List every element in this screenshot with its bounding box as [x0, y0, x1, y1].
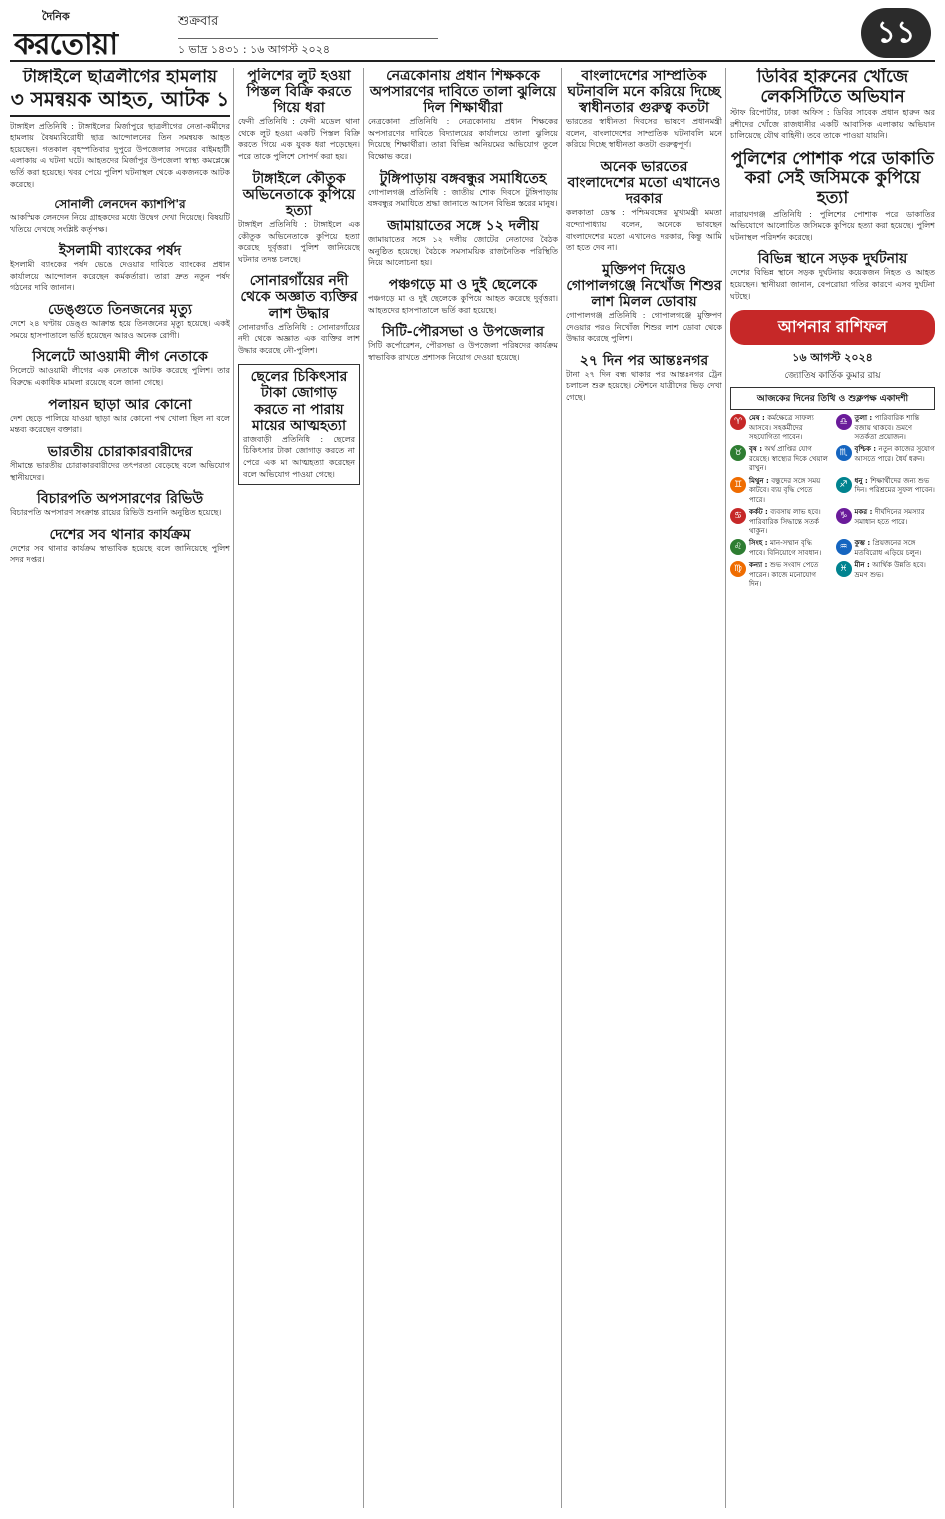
zodiac-icon: ♉ — [730, 445, 746, 461]
zodiac-text: মিথুন : বন্ধুদের সঙ্গে সময় কাটবে। ব্যয় বৃদ্ধি পেতে পারে। — [749, 476, 821, 504]
zodiac-text: তুলা : পারিবারিক শান্তি বজায় থাকবে। ভ্রমণে সতর্কতা প্রয়োজন। — [854, 414, 920, 442]
article-body: নেত্রকোনা প্রতিনিধি : নেত্রকোনায় প্রধান শিক্ষকের অপসারণের দাবিতে বিদ্যালয়ের কার্যালয়ে তালা ঝুলিয়ে দিয়েছে শিক্ষার্থীরা। তারা বিভিন্ন অনিয়মের অভিযোগ তুলে বিক্ষোভ করে। — [368, 117, 558, 162]
article-sonali[interactable] — [10, 198, 230, 235]
article-body: ভারতের স্বাধীনতা দিবসের ভাষণে প্রধানমন্ত্রী বলেন, বাংলাদেশের সাম্প্রতিক ঘটনাবলি মনে করিয়ে দিচ্ছে স্বাধীনতা কতটা গুরুত্বপূর্ণ। — [566, 117, 722, 150]
headline: পঞ্চগড়ে মা ও দুই ছেলেকে — [388, 276, 538, 293]
zodiac-sign — [730, 477, 830, 505]
newspaper-logo[interactable] — [14, 8, 164, 62]
article-body: কলকাতা ডেস্ক : পশ্চিমবঙ্গের মুখ্যমন্ত্রী মমতা বন্দ্যোপাধ্যায় বলেন, অনেকে ভাবছেন বাংলাদেশের মতো এখানেও দরকার, কিন্তু আমি তা হতে দেব না। — [566, 208, 722, 253]
headline: বাংলাদেশের সাম্প্রতিক ঘটনাবলি মনে করিয়ে দিচ্ছে স্বাধীনতার গুরুত্ব কতটা — [567, 68, 721, 117]
headline: ভারতীয় চোরাকারবারীদের — [47, 443, 193, 460]
zodiac-sign — [836, 414, 936, 442]
article-body: স্টাফ রিপোর্টার, ঢাকা অফিস : ডিবির সাবেক প্রধান হারুন অর রশীদের খোঁজে রাজধানীর একটি আবাসিক এলাকায় অভিযান চালিয়েছে যৌথ বাহিনী। তবে তাকে পাওয়া যায়নি। — [730, 108, 935, 141]
article-gopalganj-child[interactable] — [566, 262, 722, 345]
horoscope-title: আপনার রাশিফল — [730, 310, 935, 345]
headline: পুলিশের লুট হওয়া পিস্তল বিক্রি করতে গিয়ে ধরা — [246, 68, 352, 117]
column-divider — [725, 68, 726, 1508]
zodiac-icon: ♎ — [836, 414, 852, 430]
headline: পুলিশের পোশাক পরে ডাকাতি করা সেই জসিমকে কুপিয়ে হত্যা — [731, 148, 934, 208]
zodiac-text: বৃষ : অর্থ প্রাপ্তির যোগ রয়েছে। স্বাস্থ্যের দিকে খেয়াল রাখুন। — [749, 445, 828, 473]
headline: সিটি-পৌরসভা ও উপজেলার — [381, 324, 545, 341]
headline: সিলেটে আওয়ামী লীগ নেতাকে — [32, 349, 208, 366]
column-4 — [566, 68, 722, 1508]
headline: নেত্রকোনায় প্রধান শিক্ষককে অপসারণের দাবিতে তালা ঝুলিয়ে দিল শিক্ষার্থীরা — [369, 68, 557, 117]
weekday: শুক্রবার — [178, 14, 219, 29]
headline: ডিবির হারুনের খোঁজে লেকসিটিতে অভিযান — [756, 68, 909, 107]
article-body: ফেনী প্রতিনিধি : ফেনী মডেল থানা থেকে লুট হওয়া একটি পিস্তল বিক্রি করতে গিয়ে এক যুবক ধরা পড়েছেন। পরে তাকে পুলিশে সোপর্দ করা হয়। — [238, 117, 360, 162]
article-dengue[interactable] — [10, 302, 230, 341]
logo-big-text: করতোয়া — [14, 27, 118, 62]
zodiac-name: কুম্ভ : — [854, 539, 873, 548]
article-body: সোনারগাঁও প্রতিনিধি : সোনারগাঁয়ের নদী থেকে অজ্ঞাত এক ব্যক্তির লাশ উদ্ধার করেছে নৌ-পুলিশ। — [238, 322, 360, 355]
zodiac-icon: ♋ — [730, 508, 746, 524]
zodiac-text: কুম্ভ : প্রিয়জনের সঙ্গে মতবিরোধ এড়িয়ে চলুন। — [854, 539, 922, 557]
zodiac-name: বৃশ্চিক : — [854, 445, 879, 454]
article-body: দেশের বিভিন্ন স্থানে সড়ক দুর্ঘটনায় কয়েকজন নিহত ও আহত হয়েছেন। স্থানীয়রা জানান, বেপরোয়া গতির কারণে এসব দুর্ঘটনা ঘটছে। — [730, 268, 935, 301]
zodiac-icon: ♓ — [836, 561, 852, 577]
article-body: রাজবাড়ী প্রতিনিধি : ছেলের চিকিৎসার টাকা জোগাড় করতে না পেরে এক মা আত্মহত্যা করেছেন বলে অভিযোগ পাওয়া গেছে। — [243, 434, 355, 479]
headline: টাঙ্গাইলে কৌতুক অভিনেতাকে কুপিয়ে হত্যা — [242, 170, 356, 219]
article-tangail-attack[interactable] — [10, 68, 230, 190]
article-body: টাঙ্গাইল প্রতিনিধি : টাঙ্গাইলের মির্জাপুরে ছাত্রলীগের নেতা-কর্মীদের হামলায় বৈষম্যবিরোধী ছাত্র আন্দোলনের তিন সমন্বয়ক আহত হয়েছেন। গতকাল বৃহস্পতিবার দুপুরে উপজেলার সদরের বাইমহাটী এলাকায় এ ঘটনা ঘটে। আহতদের মির্জাপুর উপজেলা স্বাস্থ্য কমপ্লেক্সে ভর্তি করা হয়েছে। খবর পেয়ে পুলিশ ঘটনাস্থল থেকে একজনকে আটক করেছে। — [10, 121, 230, 189]
article-pistol[interactable] — [238, 68, 360, 163]
article-judge-review[interactable] — [10, 491, 230, 519]
headline: সোনারগাঁয়ের নদী থেকে অজ্ঞাত ব্যক্তির লাশ উদ্ধার — [240, 273, 358, 322]
article-police-stations[interactable] — [10, 527, 230, 566]
article-body: বিচারপতি অপসারণ সংক্রান্ত রায়ের রিভিউ শুনানি অনুষ্ঠিত হয়েছে। — [10, 508, 222, 518]
zodiac-text: কর্কট : ব্যবসায় লাভ হবে। পারিবারিক সিদ্ধান্তে সতর্ক থাকুন। — [749, 508, 821, 535]
article-smugglers[interactable] — [10, 444, 230, 483]
divider — [10, 115, 230, 117]
zodiac-sign — [730, 445, 830, 473]
article-body: সিলেটে আওয়ামী লীগের এক নেতাকে আটক করেছে পুলিশ। তার বিরুদ্ধে একাধিক মামলা রয়েছে বলে জানা গেছে। — [10, 366, 230, 387]
zodiac-sign — [730, 539, 830, 558]
article-mother[interactable] — [238, 364, 360, 485]
headline: ছেলের চিকিৎসার টাকা জোগাড় করতে না পারায় মায়ের আত্মহত্যা — [250, 369, 348, 434]
zodiac-sign — [836, 561, 936, 589]
headline: ডেঙ্গুতে তিনজনের মৃত্যু — [48, 301, 192, 318]
zodiac-text: সিংহ : মান-সম্মান বৃদ্ধি পাবে। বিনিয়োগে সাবধান। — [749, 539, 822, 557]
headline: দেশের সব থানার কার্যক্রম — [49, 526, 191, 543]
zodiac-text: মকর : দীর্ঘদিনের সমস্যার সমাধান হতে পারে। — [854, 508, 925, 526]
today-tithi: আজকের দিনের তিথি ও শুক্লপক্ষ একাদশী — [730, 387, 935, 410]
article-harun[interactable] — [730, 68, 935, 142]
zodiac-icon: ♒ — [836, 539, 852, 555]
article-netrokona[interactable] — [368, 68, 558, 163]
zodiac-text: কন্যা : শুভ সংবাদ পেতে পারেন। কাজে মনোযোগ দিন। — [749, 561, 819, 589]
zodiac-name: তুলা : — [854, 414, 875, 423]
article-sylhet[interactable] — [10, 349, 230, 388]
article-escape[interactable] — [10, 397, 230, 436]
issue-date: ১ ভাদ্র ১৪৩১ : ১৬ আগস্ট ২০২৪ — [178, 38, 438, 60]
zodiac-icon: ♊ — [730, 477, 746, 493]
headline: জামায়াতের সঙ্গে ১২ দলীয় — [387, 217, 539, 234]
zodiac-sign — [836, 539, 936, 558]
article-body: গোপালগঞ্জ প্রতিনিধি : গোপালগঞ্জে মুক্তিপণ দেওয়ার পরও নিখোঁজ শিশুর লাশ ডোবা থেকে উদ্ধার করেছে পুলিশ। — [566, 311, 722, 344]
zodiac-icon: ♑ — [836, 508, 852, 524]
article-train[interactable] — [566, 353, 722, 404]
headline: ২৭ দিন পর আন্তঃনগর — [579, 352, 709, 369]
zodiac-text: ধনু : শিক্ষার্থীদের জন্য শুভ দিন। পরিশ্রমের সুফল পাবেন। — [854, 476, 935, 495]
article-sonargaon[interactable] — [238, 273, 360, 356]
headline: সোনালী লেনদেন ক্যাশপি'র — [54, 197, 186, 212]
article-independence[interactable] — [566, 68, 722, 151]
zodiac-name: কর্কট : — [749, 508, 771, 517]
zodiac-name: সিংহ : — [749, 539, 770, 548]
headline: মুক্তিপণ দিয়েও গোপালগঞ্জে নিখোঁজ শিশুর লাশ মিলল ডোবায় — [566, 261, 722, 310]
headline: অনেক ভারতের বাংলাদেশের মতো এখানেও দরকার — [567, 159, 721, 208]
article-mamata[interactable] — [566, 159, 722, 254]
horoscope-section — [730, 310, 935, 589]
zodiac-text: বৃশ্চিক : নতুন কাজের সুযোগ আসতে পারে। ধৈর্য ধরুন। — [854, 445, 935, 463]
page-number-badge: ১১ — [861, 8, 931, 58]
article-body: দেশ ছেড়ে পালিয়ে যাওয়া ছাড়া আর কোনো পথ খোলা ছিল না বলে মন্তব্য করেছেন বক্তারা। — [10, 413, 230, 435]
article-body: পঞ্চগড়ে মা ও দুই ছেলেকে কুপিয়ে আহত করেছে দুর্বৃত্তরা। আহতদের হাসপাতালে ভর্তি করা হয়েছে। — [368, 293, 558, 315]
column-divider — [233, 68, 234, 1508]
headline: ইসলামী ব্যাংকের পর্ষদ — [58, 243, 182, 260]
article-jasim[interactable] — [730, 150, 935, 243]
zodiac-sign — [836, 445, 936, 473]
zodiac-text: মীন : আর্থিক উন্নতি হবে। ভ্রমণ শুভ। — [854, 561, 926, 579]
article-body: দেশের সব থানার কার্যক্রম স্বাভাবিক হয়েছে বলে জানিয়েছে পুলিশ সদর দপ্তর। — [10, 543, 230, 565]
headline: বিভিন্ন স্থানে সড়ক দুর্ঘটনায় — [757, 251, 908, 268]
article-islami-bank[interactable] — [10, 243, 230, 294]
headline: পলায়ন ছাড়া আর কোনো — [48, 396, 192, 413]
zodiac-icon: ♐ — [836, 477, 852, 493]
zodiac-icon: ♈ — [730, 414, 746, 430]
zodiac-sign — [836, 477, 936, 505]
column-2 — [238, 68, 360, 1508]
horoscope-author: জ্যোতিষ কার্তিক কুমার রায় — [784, 371, 881, 382]
article-panchagarh[interactable] — [368, 277, 558, 316]
zodiac-icon: ♍ — [730, 561, 746, 577]
article-city-corporation[interactable] — [368, 324, 558, 363]
zodiac-name: মিথুন : — [749, 476, 772, 485]
headline: বিচারপতি অপসারণের রিভিউ — [36, 491, 204, 508]
masthead — [10, 6, 935, 62]
logo-small-text: দৈনিক — [42, 10, 70, 23]
zodiac-grid — [730, 414, 935, 589]
article-jamaat[interactable] — [368, 218, 558, 269]
article-body: সীমান্তে ভারতীয় চোরাকারবারীদের তৎপরতা বেড়েছে বলে অভিযোগ স্থানীয়দের। — [10, 460, 230, 482]
article-road-accidents[interactable] — [730, 251, 935, 302]
column-3 — [368, 68, 558, 1508]
article-body: জামায়াতের সঙ্গে ১২ দলীয় জোটের নেতাদের বৈঠক অনুষ্ঠিত হয়েছে। বৈঠকে সমসাময়িক রাজনৈতিক পরিস্থিতি নিয়ে আলোচনা হয়। — [368, 235, 558, 268]
zodiac-name: ধনু : — [854, 476, 871, 485]
zodiac-icon: ♌ — [730, 539, 746, 555]
headline: টুঙ্গিপাড়ায় বঙ্গবন্ধুর সমাধিতেহ — [379, 170, 547, 187]
article-body: টাঙ্গাইল প্রতিনিধি : টাঙ্গাইলে এক কৌতুক অভিনেতাকে কুপিয়ে হত্যা করেছে দুর্বৃত্তরা। পুলিশ জানিয়েছে ঘটনার তদন্ত চলছে। — [238, 219, 360, 264]
headline-secondary: ৩ সমন্বয়ক আহত, আটক ১ — [10, 86, 230, 111]
zodiac-sign — [730, 561, 830, 589]
article-body: দেশে ২৪ ঘণ্টায় ডেঙ্গু আক্রান্ত হয়ে তিনজনের মৃত্যু হয়েছে। একই সময়ে হাসপাতালে ভর্তি হয়েছেন আরও অনেক রোগী। — [10, 319, 230, 340]
article-body: নারায়ণগঞ্জ প্রতিনিধি : পুলিশের পোশাক পরে ডাকাতির অভিযোগে আলোচিত জসিমকে কুপিয়ে হত্যা করা হয়েছে। পুলিশ ঘটনাস্থল পরিদর্শন করেছে। — [730, 209, 935, 242]
article-body: সিটি কর্পোরেশন, পৌরসভা ও উপজেলা পরিষদের কার্যক্রম স্বাভাবিক রাখতে প্রশাসক নিয়োগ দেওয়া হয়েছে। — [368, 341, 558, 362]
column-5 — [730, 68, 935, 1508]
article-body: ইসলামী ব্যাংকের পর্ষদ ভেঙে দেওয়ার দাবিতে ব্যাংকের প্রধান কার্যালয়ে আন্দোলন করেছেন কর্মকর্তারা। তারা দ্রুত নতুন পর্ষদ গঠনের দাবি জানান। — [10, 260, 230, 293]
zodiac-name: কন্যা : — [749, 561, 770, 570]
column-1 — [10, 68, 230, 1508]
zodiac-name: বৃষ : — [749, 445, 765, 454]
headline: টাঙ্গাইলে ছাত্রলীগের হামলায় — [22, 68, 218, 87]
column-divider — [561, 68, 562, 1508]
article-body: গোপালগঞ্জ প্রতিনিধি : জাতীয় শোক দিবসে টুঙ্গিপাড়ায় বঙ্গবন্ধুর সমাধিতে শ্রদ্ধা জানাতে আসেন বিভিন্ন স্তরের মানুষ। — [368, 187, 558, 209]
article-body: আকস্মিক লেনদেন নিয়ে গ্রাহকদের মধ্যে উদ্বেগ দেখা দিয়েছে। বিষয়টি খতিয়ে দেখছে সংশ্লিষ্ট কর্তৃপক্ষ। — [10, 212, 230, 234]
zodiac-sign — [836, 508, 936, 536]
horoscope-date: ১৬ আগস্ট ২০২৪ — [792, 351, 873, 365]
dateline — [178, 12, 558, 56]
zodiac-name: মকর : — [854, 508, 875, 517]
zodiac-icon: ♏ — [836, 445, 852, 461]
zodiac-name: মেষ : — [749, 414, 768, 423]
article-comedian[interactable] — [238, 171, 360, 266]
zodiac-sign — [730, 508, 830, 536]
zodiac-name: মীন : — [854, 561, 873, 570]
zodiac-text: মেষ : কর্মক্ষেত্রে সাফল্য আসবে। সহকর্মীদের সহযোগিতা পাবেন। — [749, 414, 814, 442]
article-body: টানা ২৭ দিন বন্ধ থাকার পর আন্তঃনগর ট্রেন চলাচল শুরু হয়েছে। স্টেশনে যাত্রীদের ভিড় দেখা গেছে। — [566, 369, 722, 403]
article-tungipara[interactable] — [368, 171, 558, 210]
zodiac-sign — [730, 414, 830, 442]
column-divider — [363, 68, 364, 1508]
